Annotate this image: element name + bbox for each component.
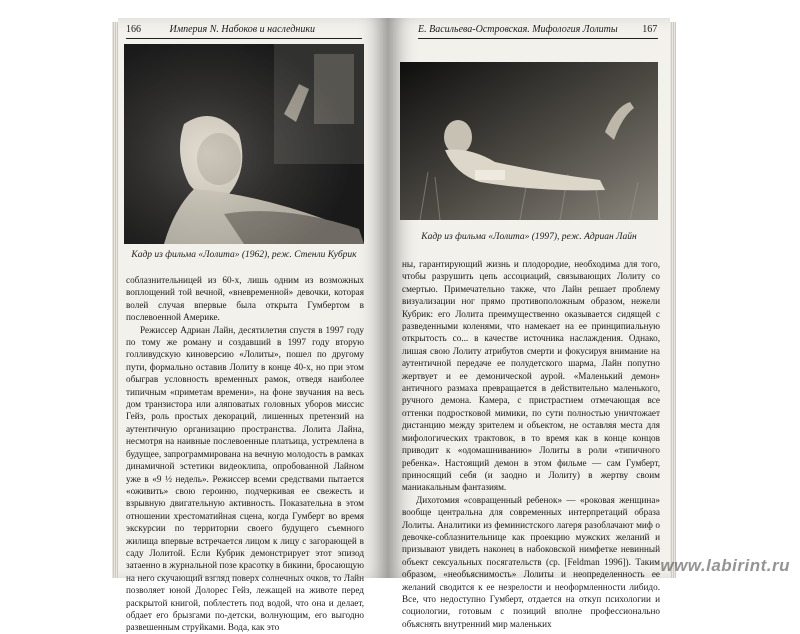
right-body-text [402, 258, 660, 630]
left-page [118, 18, 388, 633]
kubrick-still-image [124, 44, 364, 244]
left-running-head [126, 24, 315, 35]
left-head-rule [126, 38, 362, 39]
left-paragraph: Режиссер Адриан Лайн, десятилетия спустя в 1997 году по тому же роману и создавший в 1997 году вторую голливудскую кинoверсию «Лолиты», пошел по другому пути, формально оставив Лолиту в конце 40-х, но при этом обыграв условность временных рамок, отведя наиболее типичным «приметам времени», на фоне звучания на весь дом транзистора или аляповатых головных уборов миссис Гейз, роль простых декораций, лишенных претензий на аутентичную организацию пространства. Лолита Лайна, несмотря на наивные послевоенные платьица, устремлена в будущее, запрограммирована на вечную молодость в рамках динамичной эстетики видеоклипа, опробованной Лайном уже в «9 ½ недель». Режиссер всеми средствами пытается «оживить» свою героиню, подчеркивая ее свежесть и взрывную двигательную активность. Показательна в этом отношении хрестоматийная сцена, когда Гумберт во время экскурсии по территории своего будущего съемного жилища впервые встречается лицом к лицу с загорающей в саду Лолитой. Если Кубрик демонстрирует этот эпизод затаенно в журнальной позе красотку в бикини, бросающую на него скучающий взгляд поверх солнечных очков, то Лайн позволяет юной Долорес Гейз, лежащей на животе перед раскрытой книгой, поблестеть под водой, что она и делает, обдает его брызгами по-детски, волнующим, его выгодно развешенным струйками. Вода, как это [126, 324, 364, 633]
right-running-head [418, 24, 657, 35]
right-paragraph: Дихотомия «совращенный ребенок» — «роковая женщина» вообще центральна для современных интерпретаций образа Лолиты. Аналитики из феминистского лагеря разоблачают миф о девочке-соблазнительнице как проекцию мужских желаний и призывают увидеть наконец в набоковской нимфетке невинный объект сексуальных посягательств (ср. [Feldman 1996]). Таким образом, «необъяснимость» Лолиты и неопределенность ее желаний сводится к ее незрелости и неоформленности либидо. Все, что недоступно Гумберт, отдается на откуп психологии и социологии, готовым с позиций вполне профессионально объяснять внутренний мир маленьких [402, 494, 660, 629]
lyne-still-image [400, 62, 658, 220]
right-page [388, 18, 670, 629]
right-head-rule [418, 38, 658, 39]
left-paragraph: соблазнительницей из 60-х, лишь одним из возможных воплощений той вечной, «вневременной» девочки, которая волей случая впервые была открыта Гумбертом в послевоенной Америке. [126, 275, 364, 323]
kubrick-still-photo [124, 44, 364, 244]
left-body-text [126, 274, 364, 634]
lyne-still-photo [400, 62, 658, 220]
right-page-number: 167 [642, 24, 658, 35]
watermark-text: www.labirint.ru [660, 556, 790, 575]
right-paragraph: ны, гарантирующий жизнь и плодородие, необходима для того, чтобы разрушить цепь ассоциаций, связывающих Лолиту со смертью. Примечательно также, что Лайн решает проблему визуализации ног прямо противоположным образом, нежели Кубрик: его Лолита преимущественно оказывается сидящей с разведенными коленями, что намекает на ее принципиальную открытость со... в качестве источника наслаждения. Однако, лишая свою Лолиту атрибутов смерти и фокусируя внимание на аутентичной передаче ее полудетского шарма, Лайн попутно жертвует и ее демонической аурой. «Маленький демон» античного размаха превращается в действительно маленького, ручного демона. Камера, с пристрастием отмечающая все оттенки подростковой мимики, по сути полностью уничтожает дистанцию между зрителем и объектом, не оставляя места для мифологических трактовок, в то время как в конце концов приводит к «одомашниванию» Лолиты в роли «типичного ребенка». Настоящий демон в этом фильме — сам Гумберт, приносящий себя (и заодно и Лолиту) в жертву своим маниакальным фантазиям. [402, 259, 660, 493]
right-head-title: Е. Васильева-Островская. Мифология Лолиты [418, 24, 618, 35]
right-photo-caption: Кадр из фильма «Лолита» (1997), реж. Адриан Лайн [421, 232, 637, 242]
left-page-number: 166 [126, 24, 141, 35]
left-photo-caption: Кадр из фильма «Лолита» (1962), реж. Стенли Кубрик [131, 250, 357, 260]
left-head-title: Империя N. Набоков и наследники [169, 24, 316, 35]
